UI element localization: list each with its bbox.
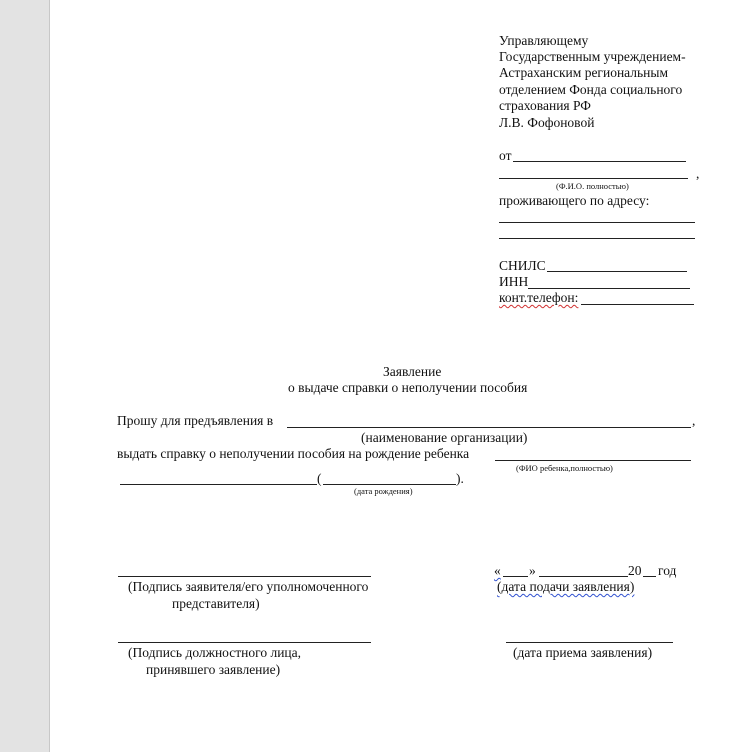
snils-label: СНИЛС <box>499 258 546 273</box>
addressee-line-3: Астраханским региональным <box>499 65 669 80</box>
fio-hint: (Ф.И.О. полностью) <box>556 181 629 191</box>
inn-line[interactable] <box>528 288 690 289</box>
submission-date-hint-text: (дата подачи заявления) <box>497 579 635 594</box>
year-suffix: год <box>658 563 677 578</box>
birth-date-hint: (дата рождения) <box>354 486 413 496</box>
issue-text: выдать справку о неполучении пособия на рождение ребенка <box>117 446 470 461</box>
from-fio-line-1[interactable] <box>513 161 686 162</box>
child-fio-hint: (ФИО ребенка,полностью) <box>516 463 613 473</box>
addressee-line-4: отделением Фонда социального <box>499 82 683 97</box>
year-prefix: 20 <box>628 563 642 578</box>
child-fio-line[interactable] <box>495 460 691 461</box>
paren-open: ( <box>317 471 322 486</box>
addressee-line-2: Государственным учреждением- <box>499 49 686 64</box>
birth-date-line[interactable] <box>323 484 456 485</box>
applicant-hint-line-1: (Подпись заявителя/его уполномоченного <box>128 579 369 594</box>
from-comma: , <box>696 166 700 181</box>
from-fio-line-2[interactable] <box>499 178 688 179</box>
phone-label <box>499 290 578 306</box>
address-line-2[interactable] <box>499 238 695 239</box>
submission-day-line[interactable] <box>503 576 528 577</box>
document-subtitle: о выдаче справки о неполучении пособия <box>288 380 528 395</box>
address-line-1[interactable] <box>499 222 695 223</box>
left-margin-gutter <box>0 0 50 752</box>
phone-label-text: конт.телефон: <box>499 290 579 305</box>
receipt-date-line[interactable] <box>506 642 673 643</box>
submission-date-hint <box>497 579 634 595</box>
applicant-hint-line-2: представителя) <box>172 596 260 611</box>
from-label: от <box>499 148 512 163</box>
addressee-line-5: страхования РФ <box>499 98 591 113</box>
submission-year-line[interactable] <box>643 576 656 577</box>
request-prefix: Прошу для предъявления в <box>117 413 274 428</box>
request-suffix: , <box>692 413 696 428</box>
submission-month-line[interactable] <box>539 576 628 577</box>
addressee-name-text: Л.В. Фофоновой <box>499 115 595 130</box>
addressee-name <box>499 115 594 131</box>
official-signature-line[interactable] <box>118 642 371 643</box>
date-open-quote <box>494 563 501 579</box>
inn-label: ИНН <box>499 274 529 289</box>
date-open-quote-text: « <box>494 563 501 578</box>
document-title: Заявление <box>383 364 442 379</box>
address-label: проживающего по адресу: <box>499 193 650 208</box>
date-close-quote: » <box>529 563 536 578</box>
official-hint-line-2: принявшего заявление) <box>146 662 281 677</box>
addressee-line-1: Управляющему <box>499 33 589 48</box>
applicant-signature-line[interactable] <box>118 576 371 577</box>
phone-line[interactable] <box>581 304 694 305</box>
child-fio-line-2[interactable] <box>120 484 317 485</box>
paren-close: ). <box>456 471 464 486</box>
organization-hint: (наименование организации) <box>361 430 528 445</box>
organization-line[interactable] <box>287 427 691 428</box>
receipt-date-hint: (дата приема заявления) <box>513 645 653 660</box>
official-hint-line-1: (Подпись должностного лица, <box>128 645 302 660</box>
snils-line[interactable] <box>547 271 687 272</box>
